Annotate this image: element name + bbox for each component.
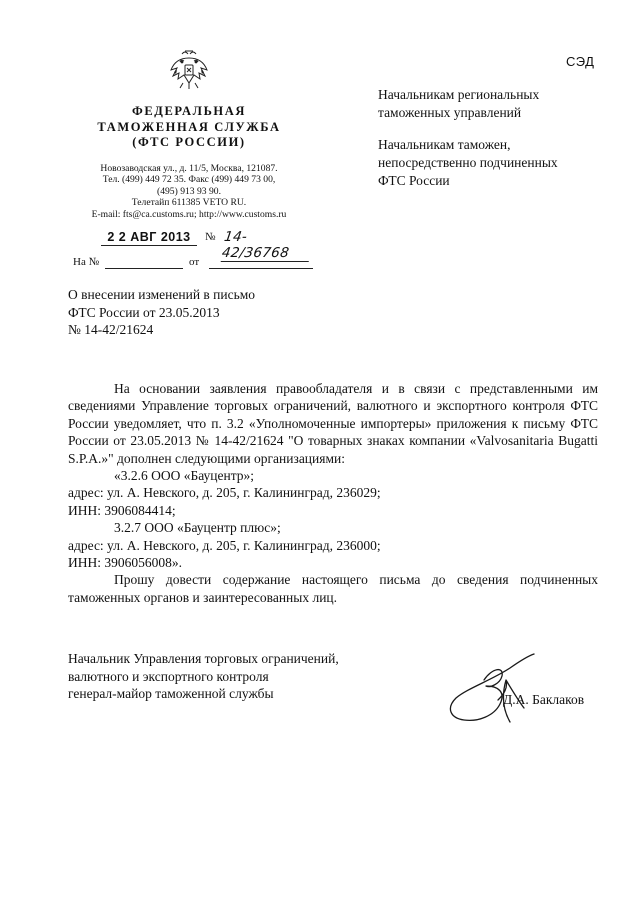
signer-position-line: генерал-майор таможенной службы	[68, 686, 274, 702]
reference-number-blank	[105, 268, 183, 269]
registration-line	[73, 229, 313, 261]
signer-position-line: валютного и экспортного контроля	[68, 668, 269, 684]
registration-date-stamp: 2 2 АВГ 2013	[101, 229, 197, 246]
handwritten-signature-icon	[440, 650, 550, 732]
system-mark: СЭД	[566, 54, 595, 69]
org-line: ТАМОЖЕННАЯ СЛУЖБА	[97, 119, 281, 134]
entry-title: 3.2.7 ООО «Бауцентр плюс»;	[114, 520, 281, 536]
body-closing-paragraph: Прошу довести содержание настоящего письма до сведения подчиненных таможенных органов и заинтересованных лиц.	[68, 572, 598, 605]
signer-position-line: Начальник Управления торговых ограничений,	[68, 651, 339, 666]
registration-number-label: №	[205, 231, 216, 243]
contact-phone-extra: (495) 913 93 90.	[157, 185, 221, 197]
sender-contacts	[64, 163, 314, 220]
reference-line	[73, 256, 313, 272]
registration-number: 14-42/36768	[221, 229, 314, 262]
signer-name: Д.А. Баклаков	[503, 692, 585, 707]
subject-line: ФТС России от 23.05.2013	[68, 304, 220, 320]
subject-line: № 14-42/21624	[68, 322, 154, 337]
entry-inn: ИНН: 3906056008».	[68, 555, 182, 571]
entry-title: «3.2.6 ООО «Бауцентр»;	[114, 468, 255, 484]
letter-body	[68, 380, 598, 606]
russian-coat-of-arms-icon	[168, 48, 210, 92]
reference-from-label: от	[189, 256, 200, 268]
subject-line: О внесении изменений в письмо	[68, 287, 256, 302]
entry-address: адрес: ул. А. Невского, д. 205, г. Калининград, 236029;	[68, 485, 381, 501]
recipient-regional: Начальникам региональных таможенных управлений	[378, 87, 540, 120]
sender-organization	[64, 104, 314, 151]
body-intro-paragraph: На основании заявления правообладателя и в связи с представленными им сведениями Управление торговых ограничений, валютного и экспортного контроля ФТС России уведомляет, что п. 3.2 «Уполномоченные импортеры» приложения к письму ФТС России от 23.05.2013 № 14-42/21624 "О товарных знаках компании «Valvosanitaria Bugatti S.P.A.»" дополнен следующими организациями:	[68, 381, 598, 466]
letter-subject	[68, 286, 255, 339]
reference-date-blank	[209, 268, 313, 269]
reference-number-label: На №	[73, 256, 100, 268]
entry-inn: ИНН: 3906084414;	[68, 502, 176, 518]
entry-address: адрес: ул. А. Невского, д. 205, г. Калининград, 236000;	[68, 537, 381, 553]
org-line: (ФТС РОССИИ)	[132, 135, 246, 149]
recipient-customs: Начальникам таможен, непосредственно подчиненных ФТС России	[378, 137, 558, 188]
contact-phone: Тел. (499) 449 72 35. Факс (499) 449 73 00,	[102, 174, 276, 186]
org-line: ФЕДЕРАЛЬНАЯ	[131, 104, 247, 118]
recipients-block	[378, 86, 588, 190]
contact-address: Новозаводская ул., д. 11/5, Москва, 121087.	[100, 163, 278, 174]
signer-position	[68, 650, 339, 703]
contact-email: E-mail: fts@ca.customs.ru; http://www.customs.ru	[91, 208, 287, 220]
contact-teletype: Телетайп 611385 VETO RU.	[131, 197, 247, 209]
